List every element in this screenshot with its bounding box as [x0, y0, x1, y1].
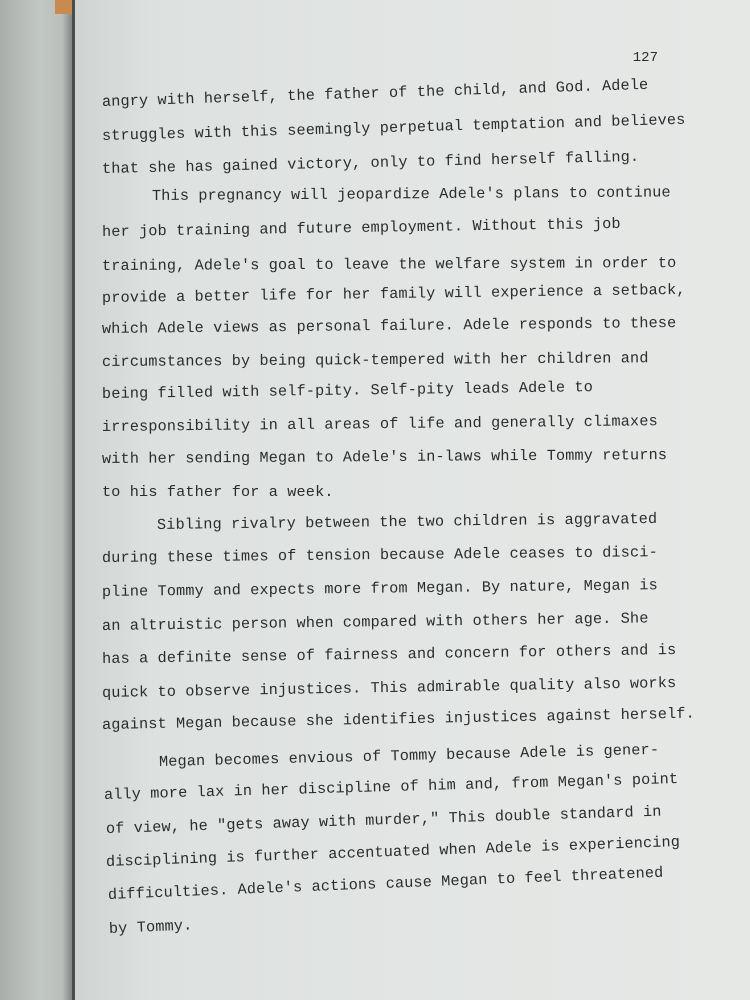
text-line: during these times of tension because Adele ceases to disci- — [101, 543, 658, 567]
text-line: provide a better life for her family will experience a setback, — [101, 280, 686, 307]
facing-page-edge — [0, 0, 72, 1000]
text-line: to his father for a week. — [102, 483, 334, 501]
text-line: struggles with this seemingly perpetual temptation and believes — [101, 110, 686, 145]
text-line: an altruistic person when compared with others her age. She — [101, 609, 649, 635]
text-line: quick to observe injustices. This admirable quality also works — [101, 673, 677, 702]
text-line: This pregnancy will jeopardize Adele's plans to continue — [151, 183, 671, 205]
text-line: angry with herself, the father of the child, and God. Adele — [101, 75, 649, 111]
text-line: pline Tommy and expects more from Megan. By nature, Megan is — [101, 576, 658, 601]
text-line: has a definite sense of fairness and concern for others and is — [101, 640, 677, 668]
book-page — [75, 0, 750, 1000]
text-line: by Tommy. — [108, 916, 193, 938]
page-number: 127 — [632, 50, 658, 66]
text-line: Megan becomes envious of Tommy because Adele is gener- — [158, 740, 660, 771]
text-line: ally more lax in her discipline of him and, from Megan's point — [103, 769, 679, 804]
text-line: irresponsibility in all areas of life and generally climaxes — [101, 412, 658, 436]
text-line: against Megan because she identifies injustices against herself. — [101, 704, 695, 734]
text-line: with her sending Megan to Adele's in-laws while Tommy returns — [101, 446, 668, 468]
text-line: disciplining is further accentuated when Adele is experiencing — [105, 832, 681, 871]
text-line: being filled with self-pity. Self-pity leads Adele to — [101, 378, 594, 403]
text-line: that she has gained victory, only to find herself falling. — [101, 147, 640, 178]
text-line: of view, he "gets away with murder," This double standard in — [105, 802, 662, 838]
text-line: training, Adele's goal to leave the welfare system in order to — [101, 253, 677, 275]
text-line: Sibling rivalry between the two children is aggravated — [156, 509, 658, 534]
text-line: which Adele views as personal failure. Adele responds to these — [101, 313, 677, 338]
text-line: difficulties. Adele's actions cause Megan to feel threatened — [107, 863, 664, 904]
page-text — [75, 0, 750, 1000]
text-line: circumstances by being quick-tempered with her children and — [101, 349, 649, 371]
text-line: her job training and future employment. Without this job — [101, 214, 621, 241]
